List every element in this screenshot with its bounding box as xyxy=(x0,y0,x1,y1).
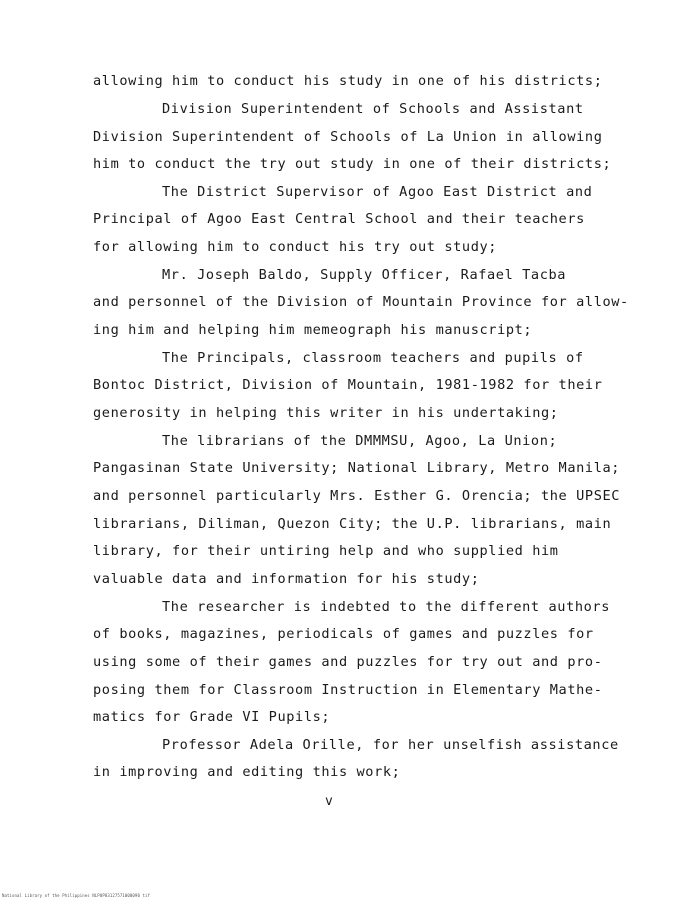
text-line: The librarians of the DMMMSU, Agoo, La Union; xyxy=(162,433,558,449)
page-number: v xyxy=(325,794,333,809)
text-line: for allowing him to conduct his try out study; xyxy=(93,239,498,255)
text-line: Division Superintendent of Schools and Assistant xyxy=(162,101,584,117)
text-line: and personnel particularly Mrs. Esther G. Orencia; the UPSEC xyxy=(93,488,621,504)
text-line: Bontoc District, Division of Mountain, 1981-1982 for their xyxy=(93,377,603,393)
text-line: The Principals, classroom teachers and pupils of xyxy=(162,350,584,366)
text-line: The District Supervisor of Agoo East District and xyxy=(162,184,593,200)
archive-footer: National Library of the Philippines NLP0P83127571000090 tif xyxy=(2,893,150,898)
text-line: librarians, Diliman, Quezon City; the U.P. librarians, main xyxy=(93,516,612,532)
text-line: him to conduct the try out study in one of their districts; xyxy=(93,156,612,172)
text-line: Professor Adela Orille, for her unselfish assistance xyxy=(162,737,619,753)
text-line: in improving and editing this work; xyxy=(93,764,401,780)
text-line: using some of their games and puzzles for try out and pro- xyxy=(93,654,603,670)
text-line: valuable data and information for his study; xyxy=(93,571,480,587)
text-line: matics for Grade VI Pupils; xyxy=(93,709,331,725)
text-line: Division Superintendent of Schools of La Union in allowing xyxy=(93,129,603,145)
text-line: of books, magazines, periodicals of games and puzzles for xyxy=(93,626,594,642)
text-line: Principal of Agoo East Central School and their teachers xyxy=(93,211,585,227)
text-line: The researcher is indebted to the different authors xyxy=(162,599,610,615)
text-line: Pangasinan State University; National Library, Metro Manila; xyxy=(93,460,621,476)
text-line: library, for their untiring help and who supplied him xyxy=(93,543,559,559)
text-line: allowing him to conduct his study in one of his districts; xyxy=(93,73,603,89)
text-line: generosity in helping this writer in his undertaking; xyxy=(93,405,559,421)
text-line: Mr. Joseph Baldo, Supply Officer, Rafael Tacba xyxy=(162,267,567,283)
text-line: posing them for Classroom Instruction in Elementary Mathe- xyxy=(93,682,603,698)
text-line: ing him and helping him memeograph his manuscript; xyxy=(93,322,533,338)
text-line: and personnel of the Division of Mountain Province for allow- xyxy=(93,294,629,310)
